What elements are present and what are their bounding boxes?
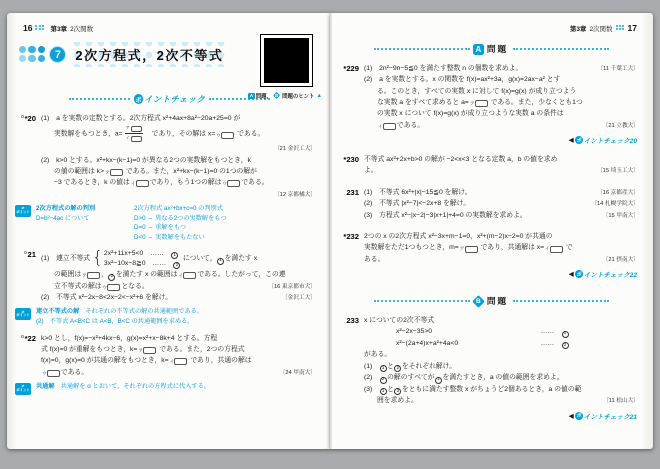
pointcheck-label: イントチェック	[144, 94, 206, 104]
dotted-leader	[69, 98, 130, 100]
answer-box: ア	[82, 272, 100, 279]
point-text: (2) 不等式 A<B<C は A<B，B<C の共通範囲を求める。	[36, 318, 194, 326]
citation: 〔16 京都産大〕	[596, 189, 639, 196]
chapter-topic: 2次関数	[70, 25, 94, 33]
citation: 〔14 札幌学院大〕	[591, 201, 639, 208]
problem-text: (2) a を実数とする。x の関数を f(x)=ax²+3a，g(x)=2ax−a² とす	[364, 76, 561, 84]
level-marker-icon	[21, 115, 24, 118]
problem-text: 実数解をただ1つもつとき，m= ア であり，共通解は x= イ で	[364, 244, 573, 252]
problem-text: よ。	[364, 167, 378, 175]
dotted-leader	[513, 48, 609, 50]
dotted-leader	[513, 300, 609, 302]
problem-text: ウ である。	[42, 368, 89, 376]
answer-box: ウ	[42, 370, 60, 377]
level-marker-icon	[21, 335, 24, 338]
problem-number: *232	[343, 232, 359, 242]
circled-number: 1	[171, 252, 178, 259]
dots-icon	[35, 25, 44, 31]
citation: 〔11 松山大〕	[603, 398, 639, 405]
answer-box: イ	[170, 358, 188, 365]
problem-233	[336, 315, 639, 406]
problem-text: の実数 x について f(x)=g(x) が成り立つような実数 a の条件は	[377, 110, 564, 118]
pointcheck-badge: ポ	[134, 94, 144, 104]
answer-box: ア	[138, 347, 156, 354]
problem-text: (1) 不等式 6x²+|x|−15≦0 を解け。	[364, 188, 472, 196]
problem-text: 立不等式の解は ウ となる。	[54, 282, 149, 290]
problem-number: 231	[346, 187, 359, 197]
problem-230	[336, 154, 639, 177]
problem-21	[13, 249, 316, 304]
circled-number: 1	[380, 388, 387, 395]
back-triangle-icon: ◀	[568, 412, 574, 420]
citation: 〔11 千葉工大〕	[597, 66, 639, 72]
pointcheck-badge: ポ	[576, 137, 582, 144]
citation: 〔15 埼玉工大〕	[596, 168, 639, 175]
circled-number: 1	[217, 258, 224, 265]
circled-number: 1	[435, 377, 442, 384]
back-triangle-icon: ◀	[568, 271, 574, 279]
problem-number: *230	[343, 155, 359, 165]
equation-line: x²−(2a+4)x+a²+4a<0 …… 2	[364, 338, 569, 349]
answer-box: イ	[545, 245, 563, 252]
problem-text: (1) 1 と 2 をそれぞれ解け。	[364, 362, 457, 371]
answer-box: ウ	[103, 284, 121, 291]
pointcheck-link-20[interactable]	[330, 135, 637, 145]
answer-box: ア	[105, 169, 123, 176]
pointcheck-divider	[69, 93, 270, 105]
citation: 〔15 甲南大〕	[602, 212, 639, 219]
problem-text: (2) 不等式 x²−2x−8<2x−2<−x²+6 を解け。	[41, 293, 172, 301]
left-page-header	[23, 13, 330, 33]
problem-text: の範囲は ア ， 2 を満たす x の範囲は イ である。したがって，この連	[54, 271, 286, 280]
problem-text: f(x)=0，g(x)=0 が共通の解をもつとき，k= イ であり，共通の解は	[41, 357, 252, 365]
answer-box: イ	[178, 272, 196, 279]
hint-triangle-icon: ▲	[316, 93, 322, 99]
dotted-leader	[374, 48, 470, 50]
circled-number: 2	[562, 342, 569, 349]
answer-box: イ	[131, 180, 149, 187]
point-text: D=b²−4ac について	[36, 214, 90, 222]
qr-code-image	[260, 34, 313, 87]
circled-number: 1	[562, 331, 569, 338]
problem-text: の値の範囲は k> ア である。また，x²+kx−(k−1)=0 の1つの解が	[54, 167, 257, 175]
pointcheck-link-22[interactable]	[330, 269, 637, 279]
circled-number: 2	[108, 274, 115, 281]
citation: 〔16 東京都市大〕	[268, 283, 316, 290]
a-problems-label: 問題	[486, 44, 509, 54]
chapter-topic: 2次関数	[589, 25, 613, 33]
b-problems-label: 問題	[486, 296, 509, 307]
a-problems-divider	[374, 43, 609, 55]
b-problems-divider	[374, 295, 609, 307]
fraction-answer-box: $\frac{\text{ア}}{\text{イ}}$	[125, 124, 143, 143]
problem-text: (3) 方程式 x²−|x−2|−3|x+1|+4=0 の実数解を求めよ。	[364, 211, 527, 219]
b-problem-mini-badge: B	[273, 92, 280, 99]
problem-number: 21	[13, 249, 41, 304]
problem-number: *20	[13, 113, 41, 200]
problem-232	[336, 231, 639, 265]
point-text: 共通解を α とおいて，それぞれの方程式に代入する。	[60, 383, 210, 391]
pointcheck-badge: ポ	[576, 413, 582, 419]
problem-text: x についての2次不等式	[364, 317, 435, 325]
citation: 〔金沢工大〕	[281, 294, 316, 301]
problem-229	[336, 63, 639, 131]
qr-caption: A 問題， B 問題のヒント ▲	[249, 93, 322, 100]
point-text: D>0 ⇔ 異なる2つの実数解をもつ	[134, 214, 227, 222]
equation-line: x²−2x−35>0 …… 1	[364, 326, 569, 337]
dotted-leader	[374, 300, 470, 302]
problem-text: (1) 2n²−9n−5≦0 を満たす整数 n の個数を求めよ。	[364, 65, 523, 72]
point-text: D<0 ⇔ 実数解をもたない	[134, 233, 205, 241]
problem-text: 式 f(x)=0 が重解をもつとき，k= ア である。また，2つの方程式	[41, 346, 245, 354]
a-problem-badge: A	[473, 44, 484, 55]
point-box-common-solution	[15, 382, 320, 395]
point-text: 2次方程式 ax²+bx+c=0 の判別式	[134, 204, 223, 212]
level-marker-icon	[24, 251, 27, 254]
problem-text: k>0 とし，f(x)=−x²+4kx−6，g(x)=x²+x−8k+4 とする。方程	[41, 334, 218, 342]
left-page	[7, 13, 330, 449]
pointcheck-link-label: イントチェック22	[583, 272, 637, 280]
section-title: 2次方程式，2次不等式	[70, 42, 228, 67]
problem-text: る。このとき，すべての実数 x に対して f(x)=g(x) が成り立つよう	[377, 87, 577, 95]
problem-text: 不等式 ax²+2x+b>0 の解が −2<x<3 となる定数 a，b の値を求め	[364, 156, 558, 164]
problem-text: (2) k>0 とする。x²+kx−(k−1)=0 が異なる2つの実数解をもつとき，k	[41, 156, 251, 164]
problem-22	[13, 333, 316, 378]
chapter-label: 第3章	[569, 25, 587, 33]
citation: 〔21 立教大〕	[602, 122, 639, 129]
problem-text: (2) 不等式 |x²−7|<−2x+8 を解け。	[364, 200, 470, 208]
book-spread	[7, 13, 653, 449]
right-page-header	[330, 13, 637, 33]
back-triangle-icon: ◀	[568, 137, 574, 145]
citation: 〔24 甲南大〕	[279, 369, 316, 376]
problem-text: (1) a を実数の定数とする。2次方程式 x²+4ax+8a²−20a+25=0 が	[41, 115, 241, 122]
point-icon: ⇄ ポイント	[15, 205, 31, 217]
answer-box: ア	[470, 100, 488, 107]
page-number: 17	[627, 23, 637, 33]
problem-number: *229	[343, 64, 359, 73]
brace-icon: {	[92, 248, 103, 269]
a-problem-mini-badge: A	[249, 93, 254, 99]
problem-number: *22	[13, 333, 41, 378]
section-dots-icon	[19, 46, 46, 64]
problem-text: (3) 1 と 2 をともに満たす整数 x がちょうど2個あるとき，a の値の範	[364, 385, 582, 394]
problem-text: −3 であるとき，k の値は イ であり，もう1つの解は ウ である。	[54, 179, 269, 187]
pointcheck-link-21[interactable]	[330, 411, 637, 421]
pointcheck-badge: ポ	[576, 271, 582, 278]
problem-text: について， 1 を満たす x	[182, 255, 258, 264]
point-text: それぞれの不等式の解の共通範囲である。	[85, 308, 204, 316]
point-text: D=0 ⇔ 重解をもつ	[134, 224, 187, 232]
point-icon: ⇄ ポイント	[15, 308, 31, 320]
page-number: 16	[23, 23, 33, 33]
citation: 〔21 金沢工大〕	[273, 146, 316, 153]
problem-text: 2つの x の2次方程式 x²−3x+m−1=0，x²+(m−2)x−2=0 が共通の	[364, 233, 553, 241]
circled-number: 2	[380, 377, 387, 384]
chapter-label: 第3章	[50, 25, 68, 33]
point-title: 2次方程式の解の判別	[36, 204, 96, 212]
circled-number: 2	[394, 365, 401, 372]
problem-text: 実数解をもつとき，a= $\frac{\text{ア}}{\text{イ}}$ であり，その解は x= ウ である。	[41, 124, 316, 143]
b-problem-badge: B	[472, 295, 485, 308]
citation: 〔12 京都橘大〕	[273, 191, 316, 198]
problem-text: (2) 2 の解のすべてが 1 を満たすとき，a の値の範囲を求めよ。	[364, 374, 564, 383]
problem-text: (1) 連立不等式	[41, 255, 91, 263]
problem-text: イ である。	[378, 121, 425, 129]
answer-box: ウ	[216, 132, 234, 139]
problem-20	[13, 113, 316, 200]
point-title: 連立不等式の解	[36, 308, 80, 316]
problem-text: 囲を求めよ。	[377, 397, 418, 405]
problem-text: がある。	[364, 351, 392, 359]
point-icon: ⇄ ポイント	[15, 383, 31, 395]
problem-text: な実数 a をすべて求めると a= ア である。また，少なくとも1つ	[377, 99, 583, 107]
circled-number: 2	[173, 262, 180, 269]
right-page	[330, 13, 653, 449]
circled-number: 2	[394, 388, 401, 395]
problem-231	[336, 187, 639, 221]
point-box-discriminant	[15, 204, 320, 243]
section-number-badge: 7	[49, 46, 66, 63]
answer-box: ウ	[222, 180, 240, 187]
point-title: 共通解	[36, 383, 55, 391]
citation: 〔21 摂南大〕	[602, 256, 639, 263]
problem-text: ある。	[364, 255, 385, 263]
answer-box: ア	[460, 245, 478, 252]
circled-number: 1	[380, 365, 387, 372]
pointcheck-link-label: イントチェック21	[583, 413, 637, 421]
answer-box: イ	[378, 123, 396, 130]
inequality-system: { 2x²+11x+5<0 …… 1 3x²−10x−8≧0 …… 2	[92, 249, 181, 269]
dots-icon	[616, 25, 625, 31]
point-box-simultaneous	[15, 307, 320, 326]
problem-number: 233	[346, 316, 359, 326]
pointcheck-link-label: イントチェック20	[583, 138, 637, 146]
